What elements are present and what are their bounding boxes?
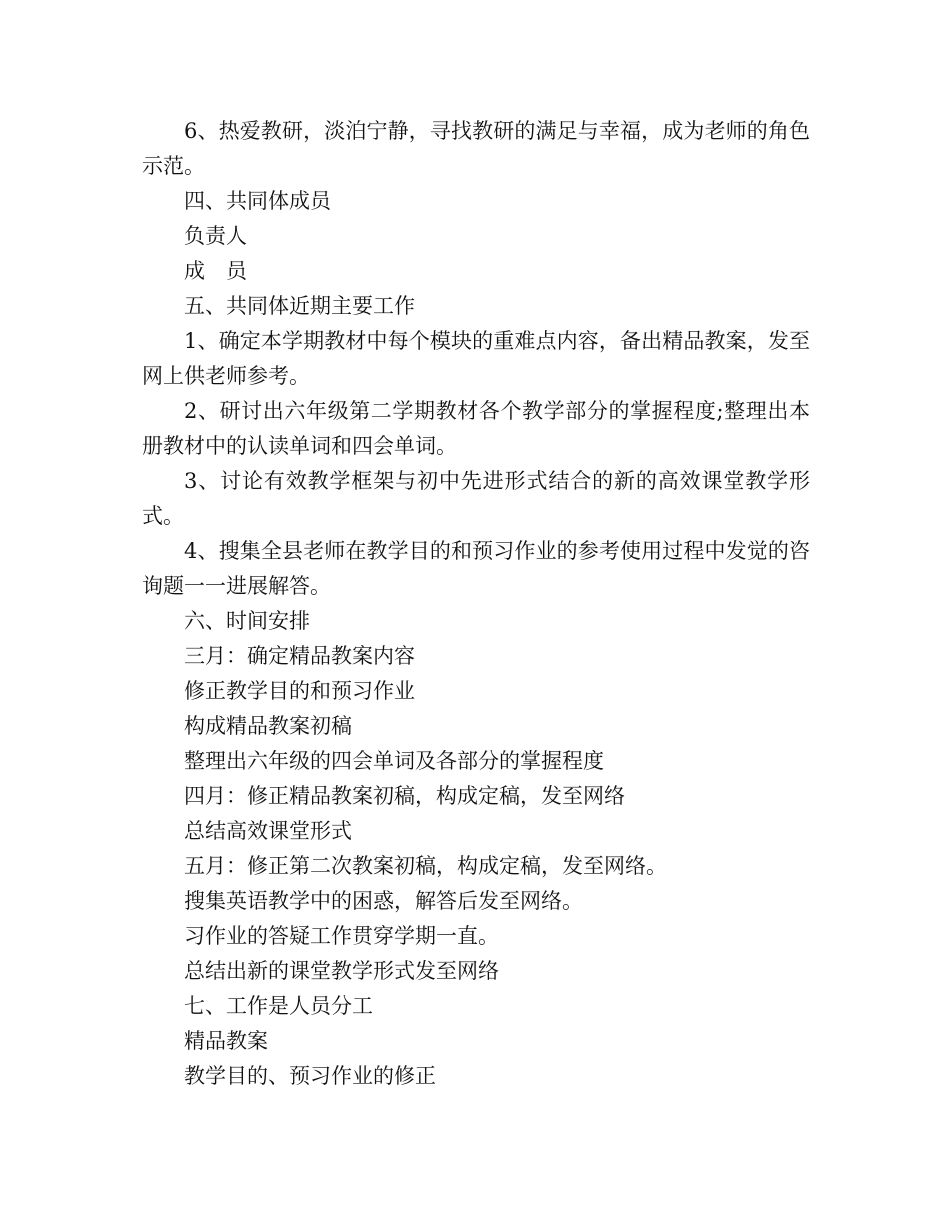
section-heading-members: 四、共同体成员 (184, 189, 331, 213)
section-heading-schedule: 六、时间安排 (184, 609, 310, 633)
schedule-line: 搜集英语教学中的困惑，解答后发至网络。 (184, 889, 583, 913)
schedule-line: 修正教学目的和预习作业 (184, 679, 415, 703)
paragraph-item-6: 6、热爱教研，淡泊宁静，寻找教研的满足与幸福，成为老师的角色示范。 (142, 119, 810, 178)
division-line: 教学目的、预习作业的修正 (184, 1064, 436, 1088)
schedule-line: 五月：修正第二次教案初稿，构成定稿，发至网络。 (184, 854, 667, 878)
schedule-line: 总结高效课堂形式 (184, 819, 352, 843)
schedule-line: 构成精品教案初稿 (184, 714, 352, 738)
paragraph-members: 成 员 (184, 259, 247, 283)
schedule-line: 总结出新的课堂教学形式发至网络 (184, 959, 499, 983)
document-body (142, 114, 810, 1094)
paragraph-work-4: 4、搜集全县老师在教学目的和预习作业的参考使用过程中发觉的咨询题一一进展解答。 (142, 539, 810, 598)
paragraph-work-3: 3、讨论有效教学框架与初中先进形式结合的新的高效课堂教学形式。 (142, 469, 810, 528)
schedule-line: 四月：修正精品教案初稿，构成定稿，发至网络 (184, 784, 625, 808)
division-line: 精品教案 (184, 1029, 268, 1053)
schedule-line: 三月：确定精品教案内容 (184, 644, 415, 668)
schedule-line: 习作业的答疑工作贯穿学期一直。 (184, 924, 499, 948)
section-heading-division-of-labor: 七、工作是人员分工 (184, 994, 373, 1018)
paragraph-responsible-person: 负责人 (184, 224, 247, 248)
paragraph-work-2: 2、研讨出六年级第二学期教材各个教学部分的掌握程度;整理出本册教材中的认读单词和四会单词。 (142, 399, 810, 458)
schedule-line: 整理出六年级的四会单词及各部分的掌握程度 (184, 749, 604, 773)
section-heading-recent-work: 五、共同体近期主要工作 (184, 294, 415, 318)
paragraph-work-1: 1、确定本学期教材中每个模块的重难点内容，备出精品教案，发至网上供老师参考。 (142, 329, 810, 388)
